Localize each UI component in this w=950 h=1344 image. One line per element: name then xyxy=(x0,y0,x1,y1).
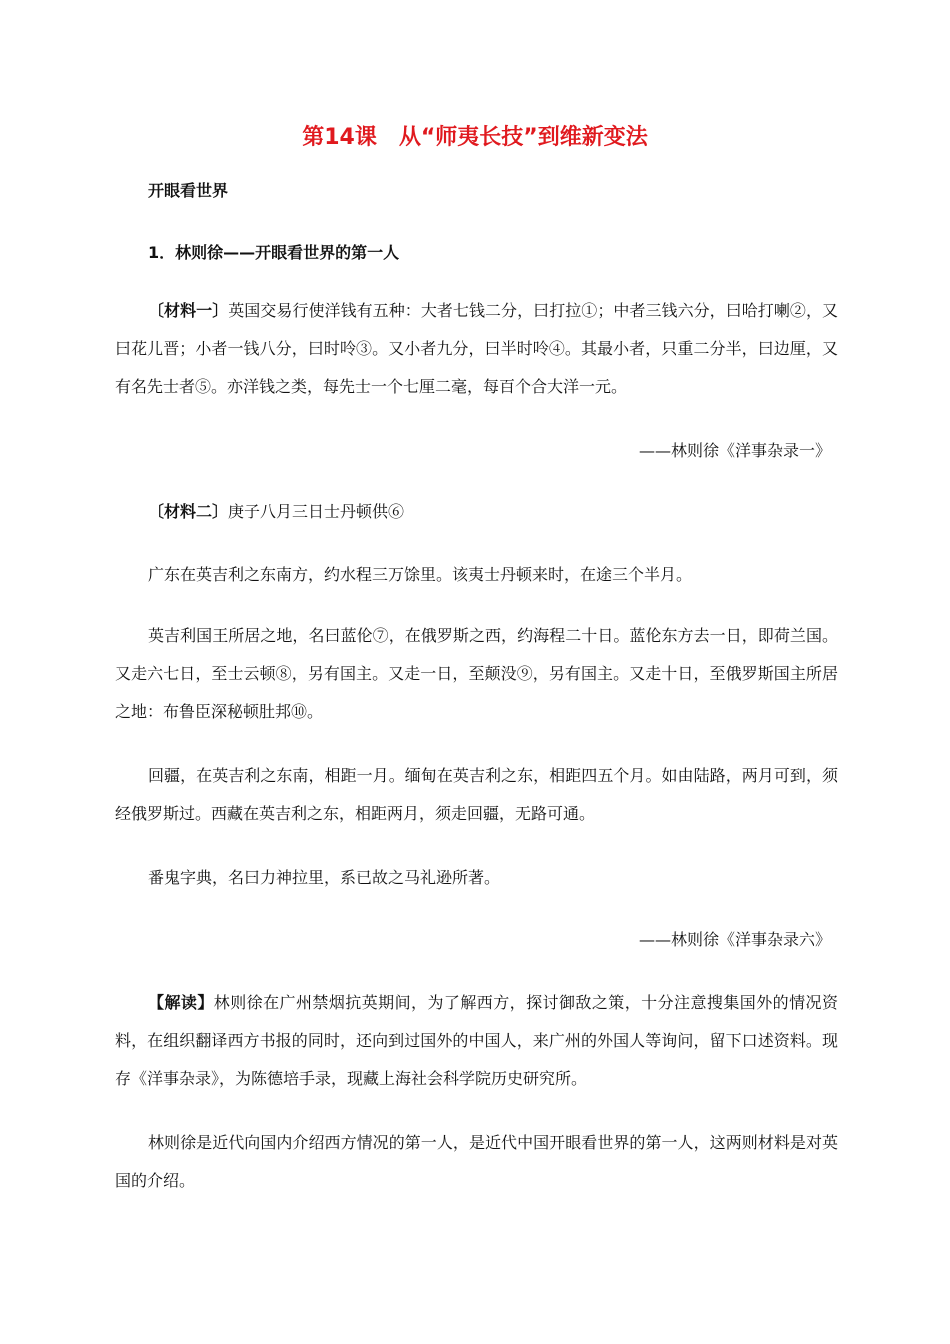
interpretation-paragraph-2: 林则徐是近代向国内介绍西方情况的第一人，是近代中国开眼看世界的第一人，这两则材料是对英国的介绍。 xyxy=(115,1133,838,1190)
material-two-intro: 庚子八月三日士丹顿供⑥ xyxy=(228,502,405,521)
material-two-label: 〔材料二〕 xyxy=(148,502,229,521)
subheading: 1．林则徐——开眼看世界的第一人 xyxy=(148,243,400,262)
material-one-text: 英国交易行使洋钱有五种：大者七钱二分，曰打拉①；中者三钱六分，曰哈打喇②，又曰花儿晋；小者一钱八分，曰时呤③。又小者九分，曰半时呤④。其最小者，只重二分半，曰边厘，又有名先士者⑤。亦洋钱之类，每先士一个七厘二毫，每百个合大洋一元。 xyxy=(115,301,838,396)
section-heading: 开眼看世界 xyxy=(148,181,229,200)
material-one-paragraph xyxy=(115,292,838,406)
material-two-paragraph-1: 广东在英吉利之东南方，约水程三万馀里。该夷士丹顿来时，在途三个半月。 xyxy=(148,565,693,584)
material-one-source: ——林则徐《洋事杂录一》 xyxy=(638,441,831,460)
material-two-source: ——林则徐《洋事杂录六》 xyxy=(638,930,831,949)
material-one-label: 〔材料一〕 xyxy=(148,301,229,320)
material-two-intro-paragraph xyxy=(115,493,838,531)
interpretation-text: 林则徐在广州禁烟抗英期间，为了解西方，探讨御敌之策，十分注意搜集国外的情况资料，在组织翻译西方书报的同时，还向到过国外的中国人，来广州的外国人等询问，留下口述资料。现存《洋事杂录》，为陈德培手录，现藏上海社会科学院历史研究所。 xyxy=(115,993,838,1088)
page-title: 第14课 从“师夷长技”到维新变法 xyxy=(302,125,648,150)
material-two-paragraph-2: 英吉利国王所居之地，名曰蓝伦⑦，在俄罗斯之西，约海程二十日。蓝伦东方去一日，即荷兰国。又走六七日，至士云顿⑧，另有国主。又走一日，至颠没⑨，另有国主。又走十日，至俄罗斯国主所居之地：布鲁臣深秘顿肚邦⑩。 xyxy=(115,626,838,721)
interpretation-label: 【解读】 xyxy=(148,993,214,1012)
material-two-paragraph-3: 回疆，在英吉利之东南，相距一月。缅甸在英吉利之东，相距四五个月。如由陆路，两月可到，须经俄罗斯过。西藏在英吉利之东，相距两月，须走回疆，无路可通。 xyxy=(115,766,838,823)
interpretation-paragraph xyxy=(115,984,838,1098)
material-two-paragraph-4: 番鬼字典，名曰力神拉里，系已故之马礼逊所著。 xyxy=(148,868,501,887)
